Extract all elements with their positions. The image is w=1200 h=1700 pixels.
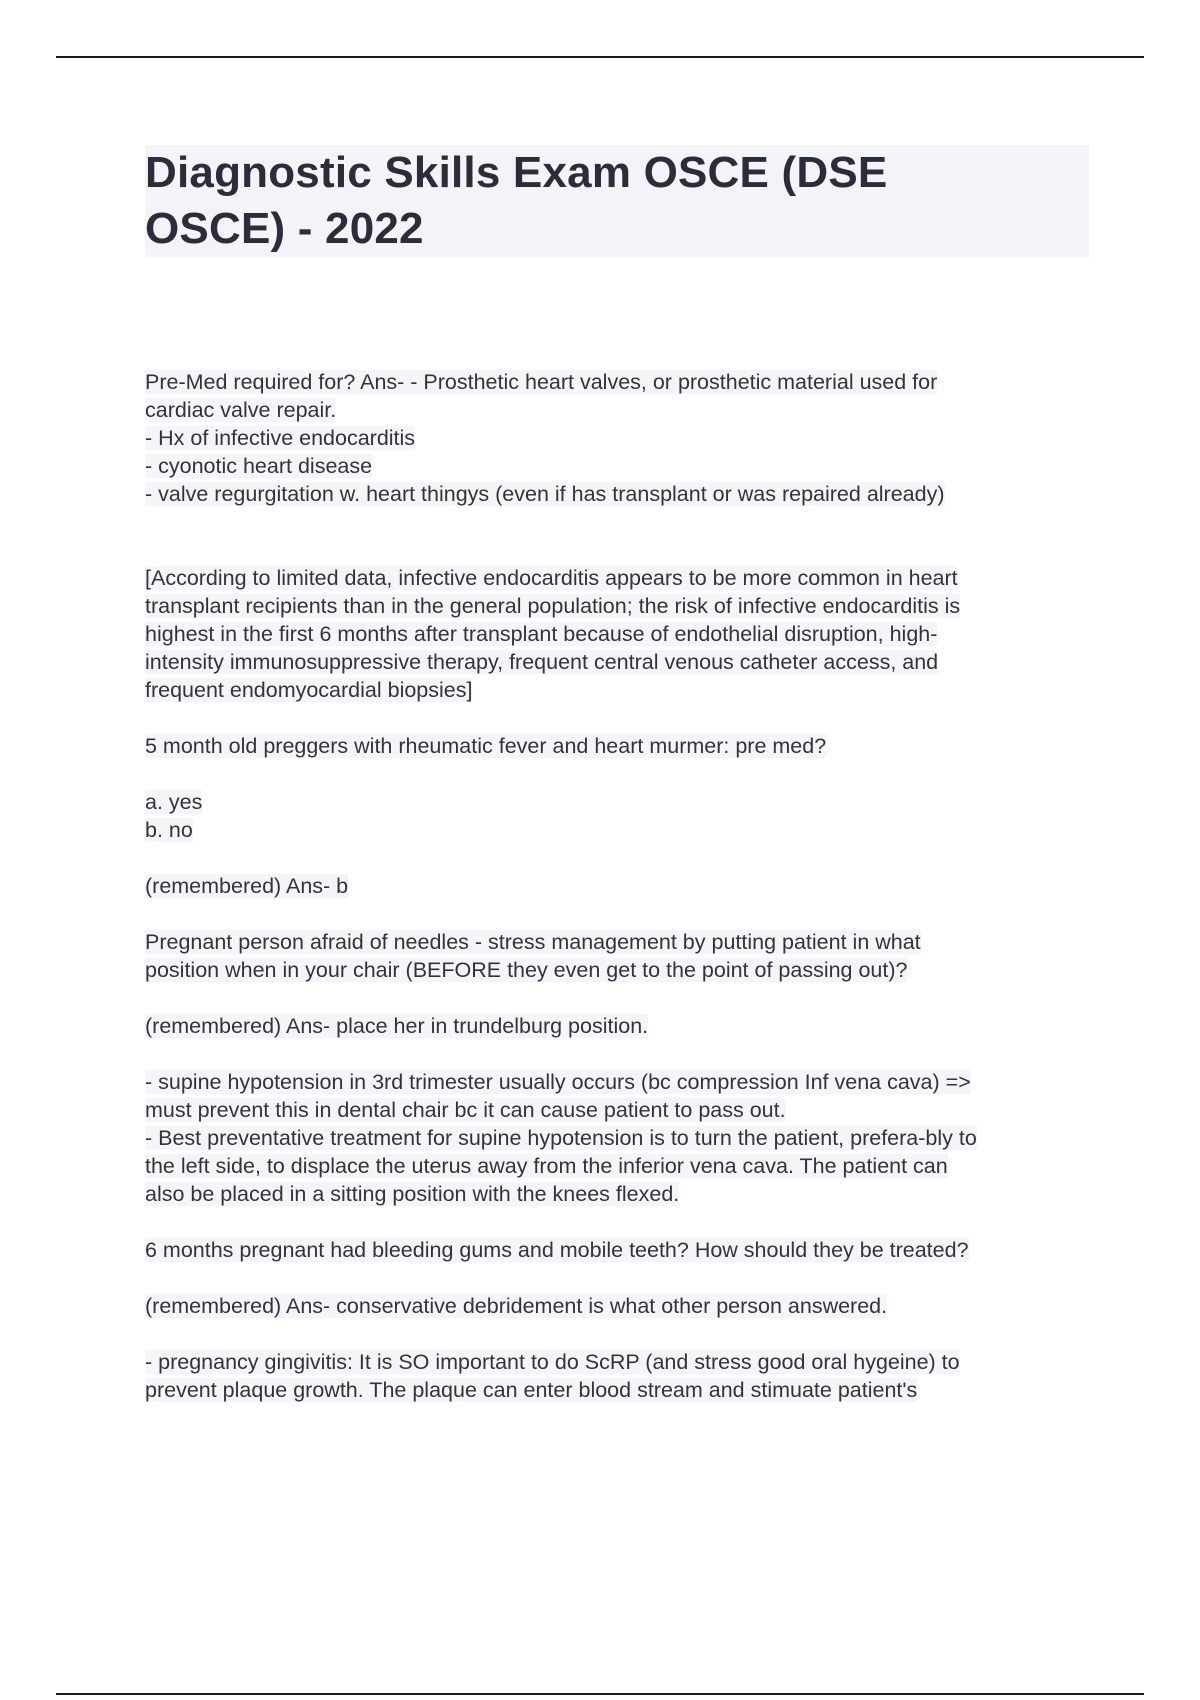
endocarditis-note-paragraph bbox=[145, 564, 1089, 704]
remembered-answer bbox=[145, 872, 1089, 900]
premed-answer-paragraph bbox=[145, 368, 1089, 508]
title-line: OSCE) - 2022 bbox=[145, 204, 424, 253]
text-line: intensity immunosuppressive therapy, frequent central venous catheter access, and bbox=[145, 650, 939, 674]
title-block bbox=[145, 145, 1089, 257]
text-line: (remembered) Ans- place her in trundelburg position. bbox=[145, 1014, 649, 1038]
question-paragraph bbox=[145, 732, 1089, 760]
text-line: (remembered) Ans- conservative debridement is what other person answered. bbox=[145, 1294, 888, 1318]
text-line: highest in the first 6 months after transplant because of endothelial disruption, high- bbox=[145, 622, 938, 646]
title-line: Diagnostic Skills Exam OSCE (DSE bbox=[145, 148, 888, 197]
text-line: 6 months pregnant had bleeding gums and mobile teeth? How should they be treated? bbox=[145, 1238, 969, 1262]
text-line: - pregnancy gingivitis: It is SO important to do ScRP (and stress good oral hygeine) to bbox=[145, 1350, 960, 1374]
option-a: a. yes bbox=[145, 790, 203, 814]
gingivitis-paragraph bbox=[145, 1348, 1089, 1404]
text-line: prevent plaque growth. The plaque can enter blood stream and stimuate patient's bbox=[145, 1378, 918, 1402]
text-line: - Best preventative treatment for supine hypotension is to turn the patient, prefera-bly to bbox=[145, 1126, 977, 1150]
text-line: 5 month old preggers with rheumatic fever and heart murmer: pre med? bbox=[145, 734, 827, 758]
text-line: cardiac valve repair. bbox=[145, 398, 337, 422]
answer-options bbox=[145, 788, 1089, 844]
top-rule bbox=[56, 56, 1144, 58]
supine-hypotension-paragraph bbox=[145, 1068, 1089, 1208]
question-paragraph bbox=[145, 1236, 1089, 1264]
text-line: - supine hypotension in 3rd trimester usually occurs (bc compression Inf vena cava) => bbox=[145, 1070, 971, 1094]
page-title bbox=[145, 145, 1089, 257]
text-line: also be placed in a sitting position with the knees flexed. bbox=[145, 1182, 680, 1206]
text-line: [According to limited data, infective endocarditis appears to be more common in heart bbox=[145, 566, 958, 590]
text-line: position when in your chair (BEFORE they even get to the point of passing out)? bbox=[145, 958, 908, 982]
text-line: Pregnant person afraid of needles - stress management by putting patient in what bbox=[145, 930, 921, 954]
text-line: must prevent this in dental chair bc it can cause patient to pass out. bbox=[145, 1098, 786, 1122]
text-line: frequent endomyocardial biopsies] bbox=[145, 678, 473, 702]
text-line: - valve regurgitation w. heart thingys (even if has transplant or was repaired already) bbox=[145, 482, 945, 506]
remembered-answer bbox=[145, 1292, 1089, 1320]
text-line: transplant recipients than in the general population; the risk of infective endocarditis is bbox=[145, 594, 961, 618]
text-line: the left side, to displace the uterus away from the inferior vena cava. The patient can bbox=[145, 1154, 948, 1178]
text-line: Pre-Med required for? Ans- - Prosthetic heart valves, or prosthetic material used for bbox=[145, 370, 938, 394]
option-b: b. no bbox=[145, 818, 193, 842]
text-line: - cyonotic heart disease bbox=[145, 454, 373, 478]
question-paragraph bbox=[145, 928, 1089, 984]
bottom-rule bbox=[56, 1693, 1144, 1695]
text-line: - Hx of infective endocarditis bbox=[145, 426, 416, 450]
text-line: (remembered) Ans- b bbox=[145, 874, 349, 898]
remembered-answer bbox=[145, 1012, 1089, 1040]
document-body bbox=[145, 368, 1089, 1432]
